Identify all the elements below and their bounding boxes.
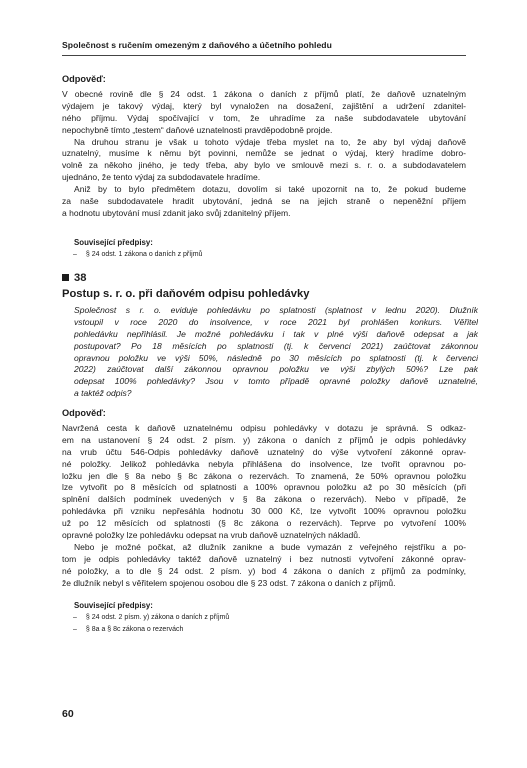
- page-number: 60: [62, 708, 74, 720]
- question: [62, 305, 478, 400]
- question-line: 2022) zaúčtovat další zákonnou opravnou položku ve výši zbylých 50%? Lze pak: [74, 364, 478, 375]
- question-line: Společnost s r. o. eviduje pohledávku po splatnosti (splatnost v lednu 2020). Dlužník: [74, 305, 478, 315]
- question-line: postupovat? Po 18 měsících po splatnosti (tj. k červenci 2021) zaúčtovat zákonnou: [74, 340, 478, 351]
- answer-2-line: že dlužník nebyl s věřitelem spojenou osobou dle § 23 odst. 7 zákona o daních z příjmů.: [62, 577, 396, 588]
- header-rule: [62, 55, 466, 56]
- answer-2: [62, 407, 466, 589]
- question-line: pohledávku nepřihlásil. Je možné pohledávku i tak v plné výši daňově odepsat a jak: [74, 328, 478, 339]
- answer-1: [62, 73, 466, 220]
- question-line: opravnou položku ve výši 50%, následně po 30 měsících po splatnosti (tj. k červenci: [74, 352, 478, 363]
- answer-1-line: nepochybně tímto „testem“ daňové uznatelnosti pravděpodobně projde.: [62, 124, 333, 135]
- answer-2-line: né položky. Jelikož pohledávka nebyla přihlášena do insolvence, lze tvořit opravnou po-: [62, 458, 466, 469]
- answer-2-line: splnění dalších podmínek uvedených v § 8a zákona o rezervách). Nebo v případě, že: [62, 494, 466, 505]
- section-title: Postup s. r. o. při daňovém odpisu pohledávky: [62, 288, 310, 300]
- question-line: a taktéž odpis?: [74, 388, 132, 399]
- answer-2-line: už po 12 měsících od splatnosti (§ 8c zákona o rezervách). Teprve po vytvoření 100%: [62, 518, 466, 529]
- answer-1-line: uznatelný, musíme k němu být povinni, nemůže se jednat o výdaj, který hradíme dobro-: [62, 148, 466, 159]
- answer-2-line: opravné položky lze pohledávku odepsat na vrub daňově uznatelných nákladů.: [62, 530, 361, 541]
- answer-1-line: Na druhou stranu je však u tohoto výdaje třeba myslet na to, že aby byl výdaj daňově: [74, 136, 466, 147]
- related-regulation-item: – § 8a a § 8c zákona o rezervách: [73, 623, 184, 633]
- related-regulations-1: [62, 237, 466, 260]
- answer-1-line: ujednáno, že tento výdaj za subdodavatele hradíme.: [62, 172, 261, 183]
- section-heading: [62, 272, 466, 301]
- answer-label: Odpověď:: [62, 74, 106, 84]
- answer-2-line: na vrub účtu 546-Odpis pohledávky daňově uznatelný do výše vytvoření zákonné oprav-: [62, 446, 466, 457]
- answer-2-line: lze vytvořit po 8 měsících od splatnosti a 100% opravnou položku až po 30 měsících (při: [62, 482, 466, 493]
- question-line: odepsat 100% pohledávky? Jsou v tomto případě opravné položky daňově uznatelné,: [74, 376, 478, 387]
- related-regulations-title: Související předpisy:: [74, 238, 153, 247]
- answer-1-line: Aniž by to bylo předmětem dotazu, dovolím si také upozornit na to, že pokud budeme: [74, 184, 466, 195]
- related-regulations-title: Související předpisy:: [74, 601, 153, 610]
- answer-2-line: tom je odpis pohledávky taktéž daňově uznatelný i bez nutnosti vytvoření zákonné oprav-: [62, 553, 466, 564]
- answer-1-line: výdajem je takový výdaj, který byl vynaložen na dosažení, zajištění a udržení zdanitel-: [62, 100, 466, 111]
- answer-2-line: Navržená cesta k daňově uznatelnému odpisu pohledávky v dotazu je správná. S odkaz-: [62, 423, 466, 433]
- answer-2-line: Nebo je možné počkat, až dlužník zanikne a bude vymazán z veřejného rejstříku a po-: [74, 541, 466, 552]
- related-regulation-item: – § 24 odst. 1 zákona o daních z příjmů: [73, 249, 203, 258]
- answer-1-line: za naše subdodavatele hradit ubytování, jedná se na jejich straně o nepeněžní příjem: [62, 196, 466, 207]
- answer-1-line: volně za někoho jiného, je tedy třeba, aby bylo ve smlouvě mezi s. r. o. a subdodavatelem: [62, 160, 466, 171]
- answer-1-line: V obecné rovině dle § 24 odst. 1 zákona o daních z příjmů platí, že daňově uznatelným: [62, 89, 466, 99]
- running-head: Společnost s ručením omezeným z daňového a účetního pohledu: [62, 40, 332, 50]
- related-regulations-2: [62, 600, 466, 634]
- answer-1-line: ného příjmu. Výdaj spočívající v tom, že uhradíme za naše subdodavatele ubytování: [62, 112, 466, 123]
- answer-2-line: né položky, a to dle § 24 odst. 2 písm. y) bod 4 zákona o daních z příjmů za podmínky,: [62, 565, 466, 576]
- square-bullet-icon: [62, 274, 69, 281]
- answer-1-line: a hodnotu ubytování musí zdanit jako svůj zdanitelný příjem.: [62, 207, 291, 218]
- answer-label: Odpověď:: [62, 408, 106, 418]
- question-line: vstoupil v roce 2020 do insolvence, v roce 2021 byl prohlášen konkurs. Věřitel: [74, 316, 478, 327]
- answer-2-line: ložku jen dle § 8a nebo § 8c zákona o rezervách. To znamená, že 50% opravnou položku: [62, 470, 466, 481]
- section-number: 38: [62, 272, 466, 285]
- related-regulation-item: – § 24 odst. 2 písm. y) zákona o daních z příjmů: [73, 612, 230, 621]
- answer-2-line: em na ustanovení § 24 odst. 2 písm. y) zákona o daních z příjmů je odpis pohledávky: [62, 434, 466, 445]
- answer-2-line: pohledávka při vzniku nepřesáhla hodnotu 30 000 Kč, lze vytvořit 100% opravnou položku: [62, 506, 466, 517]
